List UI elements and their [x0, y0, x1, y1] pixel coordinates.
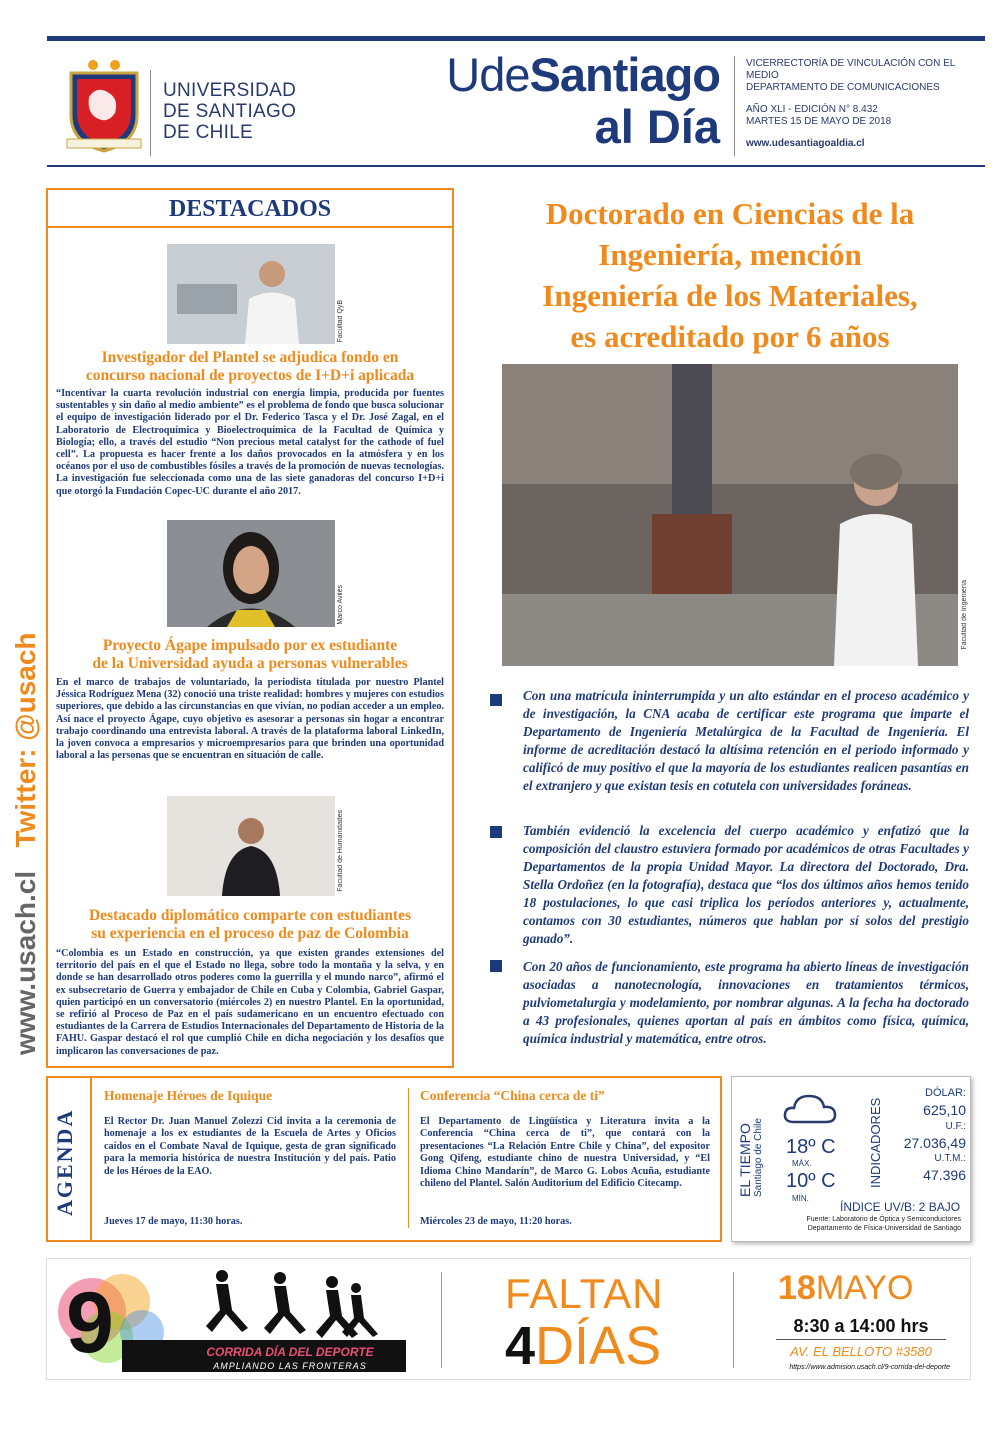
main-article-photo: [502, 364, 958, 666]
banner-divider: [733, 1272, 734, 1368]
banner-hours: 8:30 a 14:00 hrs: [776, 1316, 946, 1340]
header-bottom-rule: [47, 165, 985, 167]
bullet-square-icon: [490, 694, 502, 706]
weather-source-line: Fuente: Laboratorio de Óptica y Semiconductores: [806, 1216, 961, 1223]
agenda-event-when: Jueves 17 de mayo, 11:30 horas.: [104, 1216, 243, 1227]
website-link[interactable]: www.udesantiagoaldia.cl: [746, 138, 865, 149]
title-line: es acreditado por 6 años: [570, 319, 890, 354]
banner-divider: [441, 1272, 442, 1368]
destacados-title: DESTACADOS: [46, 188, 454, 228]
main-article-title: [480, 193, 980, 357]
edition-date: MARTES 15 DE MAYO DE 2018: [746, 116, 892, 127]
headline-line: Investigador del Plantel se adjudica fondo en: [101, 349, 399, 366]
diplomat-photo: [167, 796, 335, 896]
destacado-headline: [54, 637, 446, 673]
university-crest-logo: [63, 55, 145, 155]
article-paragraph: Con 20 años de funcionamiento, este programa ha abierto líneas de investigación asociadas a nanotecnología, innovaciones en tratamientos térmicos, pulviometalurgia y modelamiento, por nombrar algunas. A la fecha ha doctorado a 43 profesionales, quienes aportan al país en ámbitos como física, química, química industrial y matemática, entre otros.: [523, 959, 969, 1046]
utm-value: 47.396: [923, 1167, 966, 1183]
researcher-photo: [167, 244, 335, 344]
university-name-line: DE CHILE: [163, 122, 254, 143]
masthead-santiago: Santiago: [529, 48, 720, 101]
weather-label-block: [738, 1082, 778, 1202]
masthead: [390, 48, 720, 152]
side-vertical-text: [6, 625, 50, 1055]
banner-date-month: MAYO: [815, 1269, 914, 1307]
university-name-line: DE SANTIAGO: [163, 101, 297, 122]
weather-source-line: Departamento de Física-Universidad de Santiago: [807, 1225, 961, 1232]
banner-date: [778, 1268, 913, 1308]
header-divider: [150, 70, 151, 156]
side-url[interactable]: www.usach.cl: [10, 870, 41, 1055]
min-label: MÍN.: [792, 1194, 809, 1203]
photo-credit: Marco Avilés: [337, 585, 344, 625]
cloud-icon: [782, 1092, 838, 1126]
banner-event-line1: CORRIDA DÍA DEL DEPORTE: [206, 1345, 374, 1359]
agenda-event-title: Conferencia “China cerca de ti”: [420, 1088, 605, 1103]
headline-line: concurso nacional de proyectos de I+D+i aplicada: [85, 367, 415, 384]
banner-date-number: 18: [778, 1269, 816, 1307]
destacado-headline: [54, 907, 446, 943]
article-paragraph: También evidenció la excelencia del cuerpo académico y enfatizó que la composición del claustro estuviera formado por académicos de otras Facultades y Departamentos de la propia Unidad Mayor. La directora del Doctorado, Dra. Stella Ordoñez (en la fotografía), destaca que “los dos últimos años hemos tenido 18 postulaciones, lo que casi triplica los períodos anteriores y, actualmente, contamos con 30 estudiantes, números que hablan por sí solos del prestigio ganado”.: [523, 823, 969, 946]
weather-source: [776, 1215, 961, 1233]
max-temp: 18º C: [786, 1136, 836, 1158]
headline-line: Destacado diplomático comparte con estudiantes: [88, 907, 412, 924]
agenda-label-box: [46, 1076, 92, 1242]
banner-address: AV. EL BELLOTO #3580: [790, 1344, 932, 1359]
headline-line: Proyecto Ágape impulsado por ex estudiante: [102, 637, 398, 654]
uf-label: U.F.:: [945, 1121, 966, 1132]
bullet-square-icon: [490, 960, 502, 972]
dolar-value: 625,10: [923, 1102, 966, 1118]
dolar-label: DÓLAR:: [925, 1087, 966, 1099]
banner-days-number: 4: [505, 1316, 536, 1376]
agenda-event-when: Miércoles 23 de mayo, 11:20 horas.: [420, 1216, 572, 1227]
agenda-event-body: El Rector Dr. Juan Manuel Zolezzi Cid invita a la ceremonia de homenaje a los ex estudiantes de la Escuela de Artes y Oficios caídos en el Combate Naval de Iquique, gesta de gran significado para la memoria histórica de nuestra Institución y del país. Patio de los Héroes de la EAO.: [104, 1116, 396, 1177]
title-line: Doctorado en Ciencias de la: [545, 196, 915, 231]
header-top-rule: [47, 36, 985, 41]
bullet-square-icon: [490, 826, 502, 838]
uf-value: 27.036,49: [903, 1135, 966, 1151]
article-paragraph: Con una matrícula ininterrumpida y un alto estándar en el proceso académico y de investigación, la CNA acaba de certificar este programa que imparte el Departamento de Ingeniería Metalúrgica de la Facultad de Ingeniería. El informe de acreditación destacó la altísima retención en el periodo informado y calificó de muy positivo el que la mayoría de los estudiantes realicen pasantías en el extranjero y que existan tesis en cotutela con universidades foráneas.: [523, 688, 969, 793]
edition-number: AÑO XLI - EDICIÓN N° 8.432: [746, 104, 878, 115]
min-temp: 10º C: [786, 1170, 836, 1192]
agenda-label: AGENDA: [52, 1108, 77, 1216]
indicators-label-block: [868, 1090, 888, 1190]
weather-place: Santiago de Chile: [753, 1118, 764, 1197]
masthead-ude: Ude: [446, 48, 530, 101]
banner-faltan: FALTAN: [505, 1270, 664, 1317]
agenda-event-title: Homenaje Héroes de Iquique: [104, 1088, 273, 1103]
banner-days: [505, 1316, 661, 1376]
title-line: Ingeniería, mención: [598, 237, 862, 272]
meta-vice-rectory: VICERRECTORÍA DE VINCULACIÓN CON EL MEDIO: [746, 58, 955, 81]
headline-line: su experiencia en el proceso de paz de Colombia: [91, 925, 409, 942]
agenda-event-body: El Departamento de Lingüística y Literatura invita a la Conferencia “China cerca de ti”, que contará con la presentaciones “La Relación Entre Chile y China”, del expositor Gong Qifeng, estudiante chino de nuestra Universidad, y “El Idioma Chino Mandarín”, de Marco G. Lobos Acuña, estudiante chileno del Plantel. Salón Auditorium del Edificio Citecamp.: [420, 1116, 710, 1190]
destacado-body: En el marco de trabajos de voluntariado, la periodista titulada por nuestro Plantel Jéssica Rodríguez Mena (32) conoció una triste realidad: hombres y mujeres con estudios superiores, que debido a las circunstancias en que vivían, no podían acceder a un empleo. Así nace el proyecto Ágape, cuyo objetivo es asesorar a personas sin hogar a encontrar trabajo coordinando una entrevista laboral. A través de la plataforma laboral LinkedIn, la joven convoca a empresarios y microempresarios para que brinden una oportunidad laboral a las personas que se encuentran en situación de calle.: [56, 677, 444, 762]
university-name-line: UNIVERSIDAD: [163, 80, 297, 101]
banner-number: 9: [66, 1275, 114, 1371]
edition-meta: [746, 58, 986, 150]
destacado-body: “Colombia es un Estado en construcción, ya que existen grandes extensiones del territorio del país en el que el Estado no llega, sobre todo la montaña y la selva, y en donde se han desarrollado otros poderes como la guerrilla y el mundo narco”, afirmó el ex subsecretario de Guerra y embajador de Chile en Cuba y Colombia, Gabriel Gaspar, quien participó en un conversatorio (miércoles 2) en nuestro Plantel. En la oportunidad, se refirió al Proceso de Paz en el país sudamericano en un encuentro efectuado con estudiantes de la Carrera de Estudios Internacionales del Departamento de Historia de la FAHU. Gaspar destacó el rol que cumplió Chile en dicha negociación y los desafíos que implicaron las conversaciones de paz.: [56, 948, 444, 1057]
uv-index: ÍNDICE UV/B: 2 BAJO: [840, 1200, 961, 1214]
photo-credit: Facultad de Humanidades: [337, 810, 344, 892]
photo-credit: Facultad de Ingeniería: [961, 580, 968, 650]
agape-founder-photo: [167, 520, 335, 627]
title-line: Ingeniería de los Materiales,: [542, 278, 918, 313]
destacado-headline: [54, 349, 446, 385]
agenda-divider: [408, 1088, 409, 1228]
indicators-values: [886, 1086, 966, 1184]
photo-credit: Facultad QyB: [337, 300, 344, 343]
masthead-divider: [734, 56, 735, 156]
indicators-label: INDICADORES: [868, 1097, 883, 1188]
banner-event-line2: AMPLIANDO LAS FRONTERAS: [213, 1361, 367, 1371]
side-twitter[interactable]: Twitter: @usach: [10, 632, 41, 848]
banner-url[interactable]: https://www.admision.usach.cl/9-corrida-del-deporte: [789, 1364, 950, 1371]
banner-days-word: DÍAS: [535, 1316, 662, 1376]
headline-line: de la Universidad ayuda a personas vulnerables: [92, 655, 408, 672]
masthead-line2: al Día: [594, 100, 720, 153]
university-name: [163, 80, 343, 143]
weather-label: EL TIEMPO: [737, 1123, 753, 1197]
meta-department: DEPARTAMENTO DE COMUNICACIONES: [746, 82, 940, 93]
utm-label: U.T.M.:: [934, 1153, 966, 1164]
max-label: MÁX.: [792, 1159, 812, 1168]
destacado-body: “Incentivar la cuarta revolución industrial con energía limpia, producida por fuentes sustentables y sin daño al medio ambiente” es el problema de fondo que busca solucionar el equipo de investigación liderado por el Dr. Federico Tasca y el Dr. José Zagal, en el Laboratorio de Electroquímica y Bioelectroquímica de la Facultad de Química y Biología; ello, a través del estudio “Non precious metal catalyst for the cathode of fuel cell”. La propuesta es hacer frente a los daños provocados en la atmósfera y en los océanos por el uso de combustibles fósiles a través de la promoción de nuevas tecnologías. La investigación fue seleccionada como una de las siete ganadoras del concurso I+D+i que otorgó la Fundación Copec-UC durante el año 2017.: [56, 388, 444, 497]
